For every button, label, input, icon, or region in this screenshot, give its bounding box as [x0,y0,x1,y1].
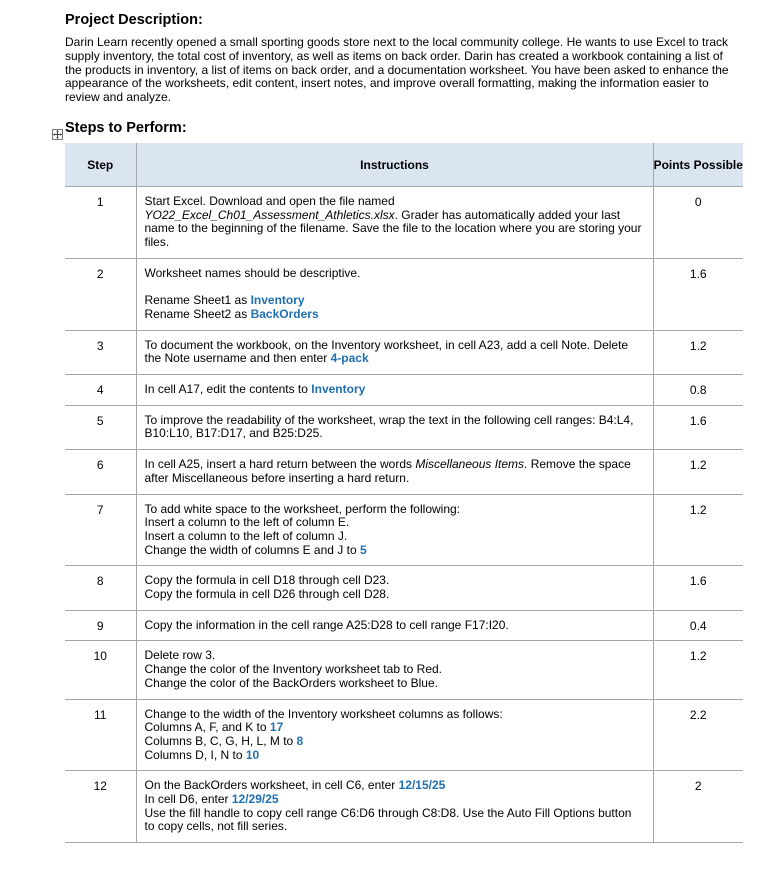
table-row [65,771,743,843]
table-row [65,258,743,330]
instruction-line [145,294,645,308]
table-row [65,610,743,641]
instruction-text: In cell A25, insert a hard return between the words [144,457,416,472]
sheet-name-value: BackOrders [250,306,319,321]
step-number: 8 [65,566,136,610]
instruction-cell [136,375,653,406]
project-description-text: Darin Learn recently opened a small sporting goods store next to the local community college. He wants to use Excel to track supply inventory, the total cost of inventory, as well as items on back order. Darin has created a workbook containing a list of the products in inventory, a list of items on back order, and a documentation worksheet. You have been asked to enhance the appearance of the worksheets, edit content, insert notes, and improve overall formatting, making the information easier to review and analyze. [65,35,729,105]
instruction-text: Change the color of the Inventory worksheet tab to Red. [144,662,443,677]
instruction-cell [136,450,653,494]
instruction-cell [136,610,653,641]
instruction-text: Columns B, C, G, H, L, M to [144,733,297,748]
instruction-text: Copy the information in the cell range A25:D28 to cell range F17:I20. [144,617,509,632]
project-description-title: Project Description: [65,12,203,28]
instruction-text: Insert a column to the left of column J. [144,528,348,543]
instruction-cell [136,641,653,699]
width-value: 8 [296,733,304,748]
instruction-line [145,779,645,793]
instruction-text: To improve the readability of the worksheet, wrap the text in the following cell ranges: B4:L4, B10:L10, B17:D17, and B25:D25. [144,412,634,441]
instruction-text: Insert a column to the left of column E. [144,515,350,530]
emphasized-words: Miscellaneous Items [415,457,525,472]
step-number: 5 [65,405,136,449]
instruction-cell [136,330,653,374]
step-number: 12 [65,771,136,843]
points-value: 1.2 [653,641,743,699]
instruction-line [145,721,645,735]
step-number: 1 [65,187,136,259]
points-value: 2.2 [653,699,743,771]
points-value: 2 [653,771,743,843]
points-value: 1.6 [653,258,743,330]
table-row [65,494,743,566]
date-value: 12/29/25 [231,792,279,807]
table-row [65,450,743,494]
points-value: 1.2 [653,450,743,494]
table-header-row [65,143,743,187]
instruction-text: Copy the formula in cell D26 through cell D28. [144,587,390,602]
date-value: 12/15/25 [398,778,446,793]
width-value: 17 [269,720,284,735]
instruction-cell [136,771,653,843]
instruction-text: Change the color of the BackOrders worksheet to Blue. [144,675,438,690]
points-value: 1.2 [653,494,743,566]
instruction-text: Rename Sheet1 as [144,293,251,308]
step-number: 11 [65,699,136,771]
instruction-text: Worksheet names should be descriptive. [144,265,361,280]
table-row [65,375,743,406]
instruction-text: Copy the formula in cell D18 through cell D23. [144,573,390,588]
instruction-line [145,749,645,763]
instruction-cell [136,405,653,449]
header-points-possible: Points Possible [653,143,743,187]
instruction-text: To add white space to the worksheet, perform the following: [144,501,461,516]
cell-value: Inventory [311,382,366,397]
sheet-name-value: Inventory [250,293,305,308]
table-row [65,405,743,449]
instruction-line [145,544,645,558]
instruction-text: Rename Sheet2 as [144,306,251,321]
steps-table [65,143,743,843]
step-number: 9 [65,610,136,641]
header-instructions: Instructions [136,143,653,187]
step-number: 6 [65,450,136,494]
instruction-text: Columns A, F, and K to [144,720,270,735]
width-value: 5 [359,542,367,557]
table-row [65,330,743,374]
points-value: 1.2 [653,330,743,374]
instruction-text: In cell D6, enter [144,792,232,807]
step-number: 10 [65,641,136,699]
instruction-text: . Remove the space after Miscellaneous before inserting a hard return. [144,457,631,485]
step-number: 3 [65,330,136,374]
steps-to-perform-title: Steps to Perform: [65,120,187,136]
instruction-text: On the BackOrders worksheet, in cell C6, enter [144,778,399,793]
table-row [65,566,743,610]
instruction-text: Delete row 3. [144,648,216,663]
instruction-line [145,793,645,807]
instruction-cell [136,699,653,771]
instruction-text: Change the width of columns E and J to [144,542,360,557]
instruction-text: To document the workbook, on the Inventory worksheet, in cell A23, add a cell Note. Delete the Note username and then enter [144,337,629,366]
instruction-text: Columns D, I, N to [144,747,246,762]
table-row [65,187,743,259]
step-number: 4 [65,375,136,406]
instruction-cell [136,566,653,610]
points-value: 0.4 [653,610,743,641]
points-value: 1.6 [653,405,743,449]
note-value: 4-pack [330,351,369,366]
header-step: Step [65,143,136,187]
table-row [65,641,743,699]
points-value: 1.6 [653,566,743,610]
step-number: 7 [65,494,136,566]
instruction-text: Use the fill handle to copy cell range C6:D6 through C8:D8. Use the Auto Fill Options button to copy cells, not fill series. [144,805,632,834]
width-value: 10 [245,747,260,762]
step-number: 2 [65,258,136,330]
points-value: 0.8 [653,375,743,406]
instruction-cell [136,494,653,566]
instruction-line [145,308,645,322]
instruction-text: Change to the width of the Inventory worksheet columns as follows: [144,706,503,721]
file-name: YO22_Excel_Ch01_Assessment_Athletics.xlsx [144,207,395,222]
move-cross-icon[interactable] [52,129,63,140]
instruction-line [145,735,645,749]
points-value: 0 [653,187,743,259]
instruction-text: In cell A17, edit the contents to [144,382,312,397]
instruction-cell [136,258,653,330]
instruction-text: . Grader has automatically added your last name to the beginning of the filename. Save the file to the location where you are storing your files. [144,207,642,250]
table-row [65,699,743,771]
instruction-text: Start Excel. Download and open the file named [144,194,395,208]
instruction-cell [136,187,653,259]
